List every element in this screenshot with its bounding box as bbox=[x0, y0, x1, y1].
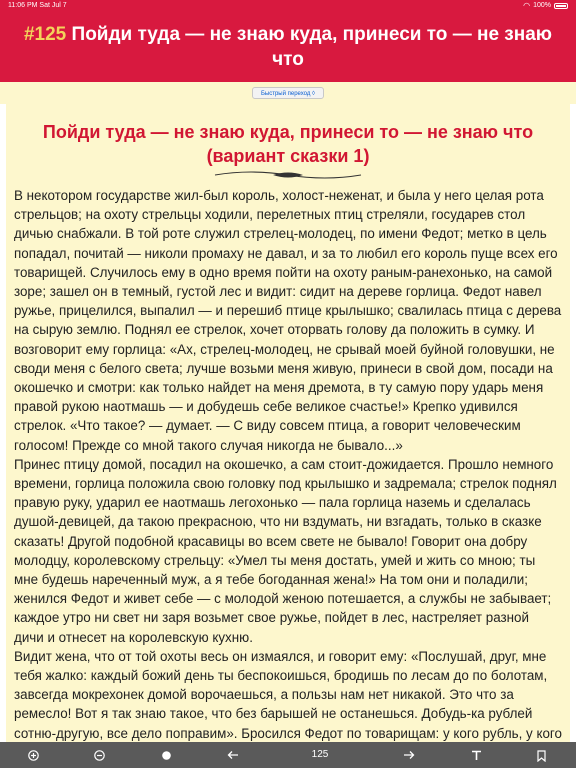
zoom-out-button[interactable] bbox=[88, 746, 110, 764]
zoom-in-button[interactable] bbox=[22, 746, 44, 764]
story-text bbox=[14, 186, 562, 742]
story-paragraph: В некотором государстве жил-был король, холост-неженат, и была у него целая рота стрельцов; на охоту стрельцы ходили, перелетных птиц стреляли, государев стол дичью снабжали. В той роте служил стрелец-молодец, по имени Федот; метко в цель попадал, почитай — николи промаху не давал, и за то любил его король пуще всех его товарищей. Случилось ему в одно время пойти на охоту раным-ранехонько, на самой зоре; зашел он в темный, густой лес и видит: сидит на дереве горлица. Федот навел ружье, прицелился, выпалил — и перешиб птице крылышко; свалилась птица с дерева на сырую землю. Поднял ее стрелок, хочет оторвать голову да положить в сумку. И возговорит ему горлица: «Ах, стрелец-молодец, не срывай моей буйной головушки, не своди меня с белого света; лучше возьми меня живую, принеси в свой дом, посади на окошечко и смотри: как только найдет на меня дремота, в ту самую пору ударь меня правой рукою наотмашь — и добудешь себе великое счастье!» Крепко удивился стрелок. «Что такое? — думает. — С виду совсем птица, а говорит человеческим голосом! Прежде со мной такого случая никогда не бывало...» bbox=[14, 188, 562, 453]
status-time: 11:06 PM Sat Jul 7 bbox=[8, 2, 67, 9]
battery-icon bbox=[554, 3, 568, 9]
story-paragraph: Видит жена, что от той охоты весь он измаялся, и говорит ему: «Послушай, друг, мне тебя жалко: каждый божий день ты беспокоишься, бродишь по лесам до по болотам, завсегда мокрехонек домой ворочаешься, а пользы нам нет никакой. Это что за ремесло! Вот я так знаю такое, что без барышей не останешься. Добудь-ка рублей сотню-другую, все дело поправим». Бросился Федот по товарищам: у кого рубль, у кого bbox=[14, 648, 562, 741]
page-number[interactable]: 125 bbox=[311, 749, 329, 760]
status-bar bbox=[0, 0, 576, 12]
story-content[interactable] bbox=[6, 104, 570, 742]
minus-circle-icon bbox=[94, 750, 105, 761]
header-title: Пойди туда — не знаю куда, принеси то — не знаю что bbox=[71, 24, 553, 70]
story-paragraph: Принес птицу домой, посадил на окошечко, а сам стоит-дожидается. Прошло немного времени, горлица положила свою головку под крылышко и задремала; стрелок поднял правую руку, ударил ее наотмашь легохонько — пала горлица наземь и сделалась душой-девицей, да такою прекрасною, что ни вздумать, ни взгадать, только в сказке сказать! Другой подобной красавицы во всем свете не бывало! Говорит она добру молодцу, королевскому стрельцу: «Умел ты меня достать, умей и жить со мною; ты мне будешь нареченный муж, а я тебе богоданная жена!» На том они и поладили; женился Федот и живет себе — с молодой женою потешается, а службы не забывает; каждое утро ни свет ни заря возьмет свое ружье, пойдет в лес, настреляет разной дичи и отнесет на королевскую кухню. bbox=[14, 456, 557, 645]
dot-icon bbox=[161, 750, 172, 761]
letter-t-icon bbox=[471, 750, 482, 761]
previous-button[interactable] bbox=[222, 746, 244, 764]
arrow-right-icon bbox=[403, 750, 415, 760]
quick-jump-button[interactable]: Быстрый переход ◊ bbox=[252, 87, 324, 99]
divider-ornament-icon bbox=[213, 170, 363, 180]
status-right bbox=[523, 1, 568, 10]
bookmark-button[interactable] bbox=[530, 746, 552, 764]
plus-circle-icon bbox=[28, 750, 39, 761]
page-header bbox=[0, 12, 576, 82]
bottom-toolbar bbox=[0, 742, 576, 768]
night-mode-button[interactable] bbox=[155, 746, 177, 764]
bookmark-icon bbox=[536, 750, 547, 762]
story-title: Пойди туда — не знаю куда, принеси то — не знаю что (вариант сказки 1) bbox=[42, 122, 534, 166]
next-button[interactable] bbox=[398, 746, 420, 764]
arrow-left-icon bbox=[227, 750, 239, 760]
wifi-icon: ◠ bbox=[523, 1, 531, 10]
jump-row bbox=[0, 82, 576, 104]
font-button[interactable] bbox=[465, 746, 487, 764]
story-number: #125 bbox=[23, 24, 67, 45]
battery-text: 100% bbox=[533, 2, 551, 9]
